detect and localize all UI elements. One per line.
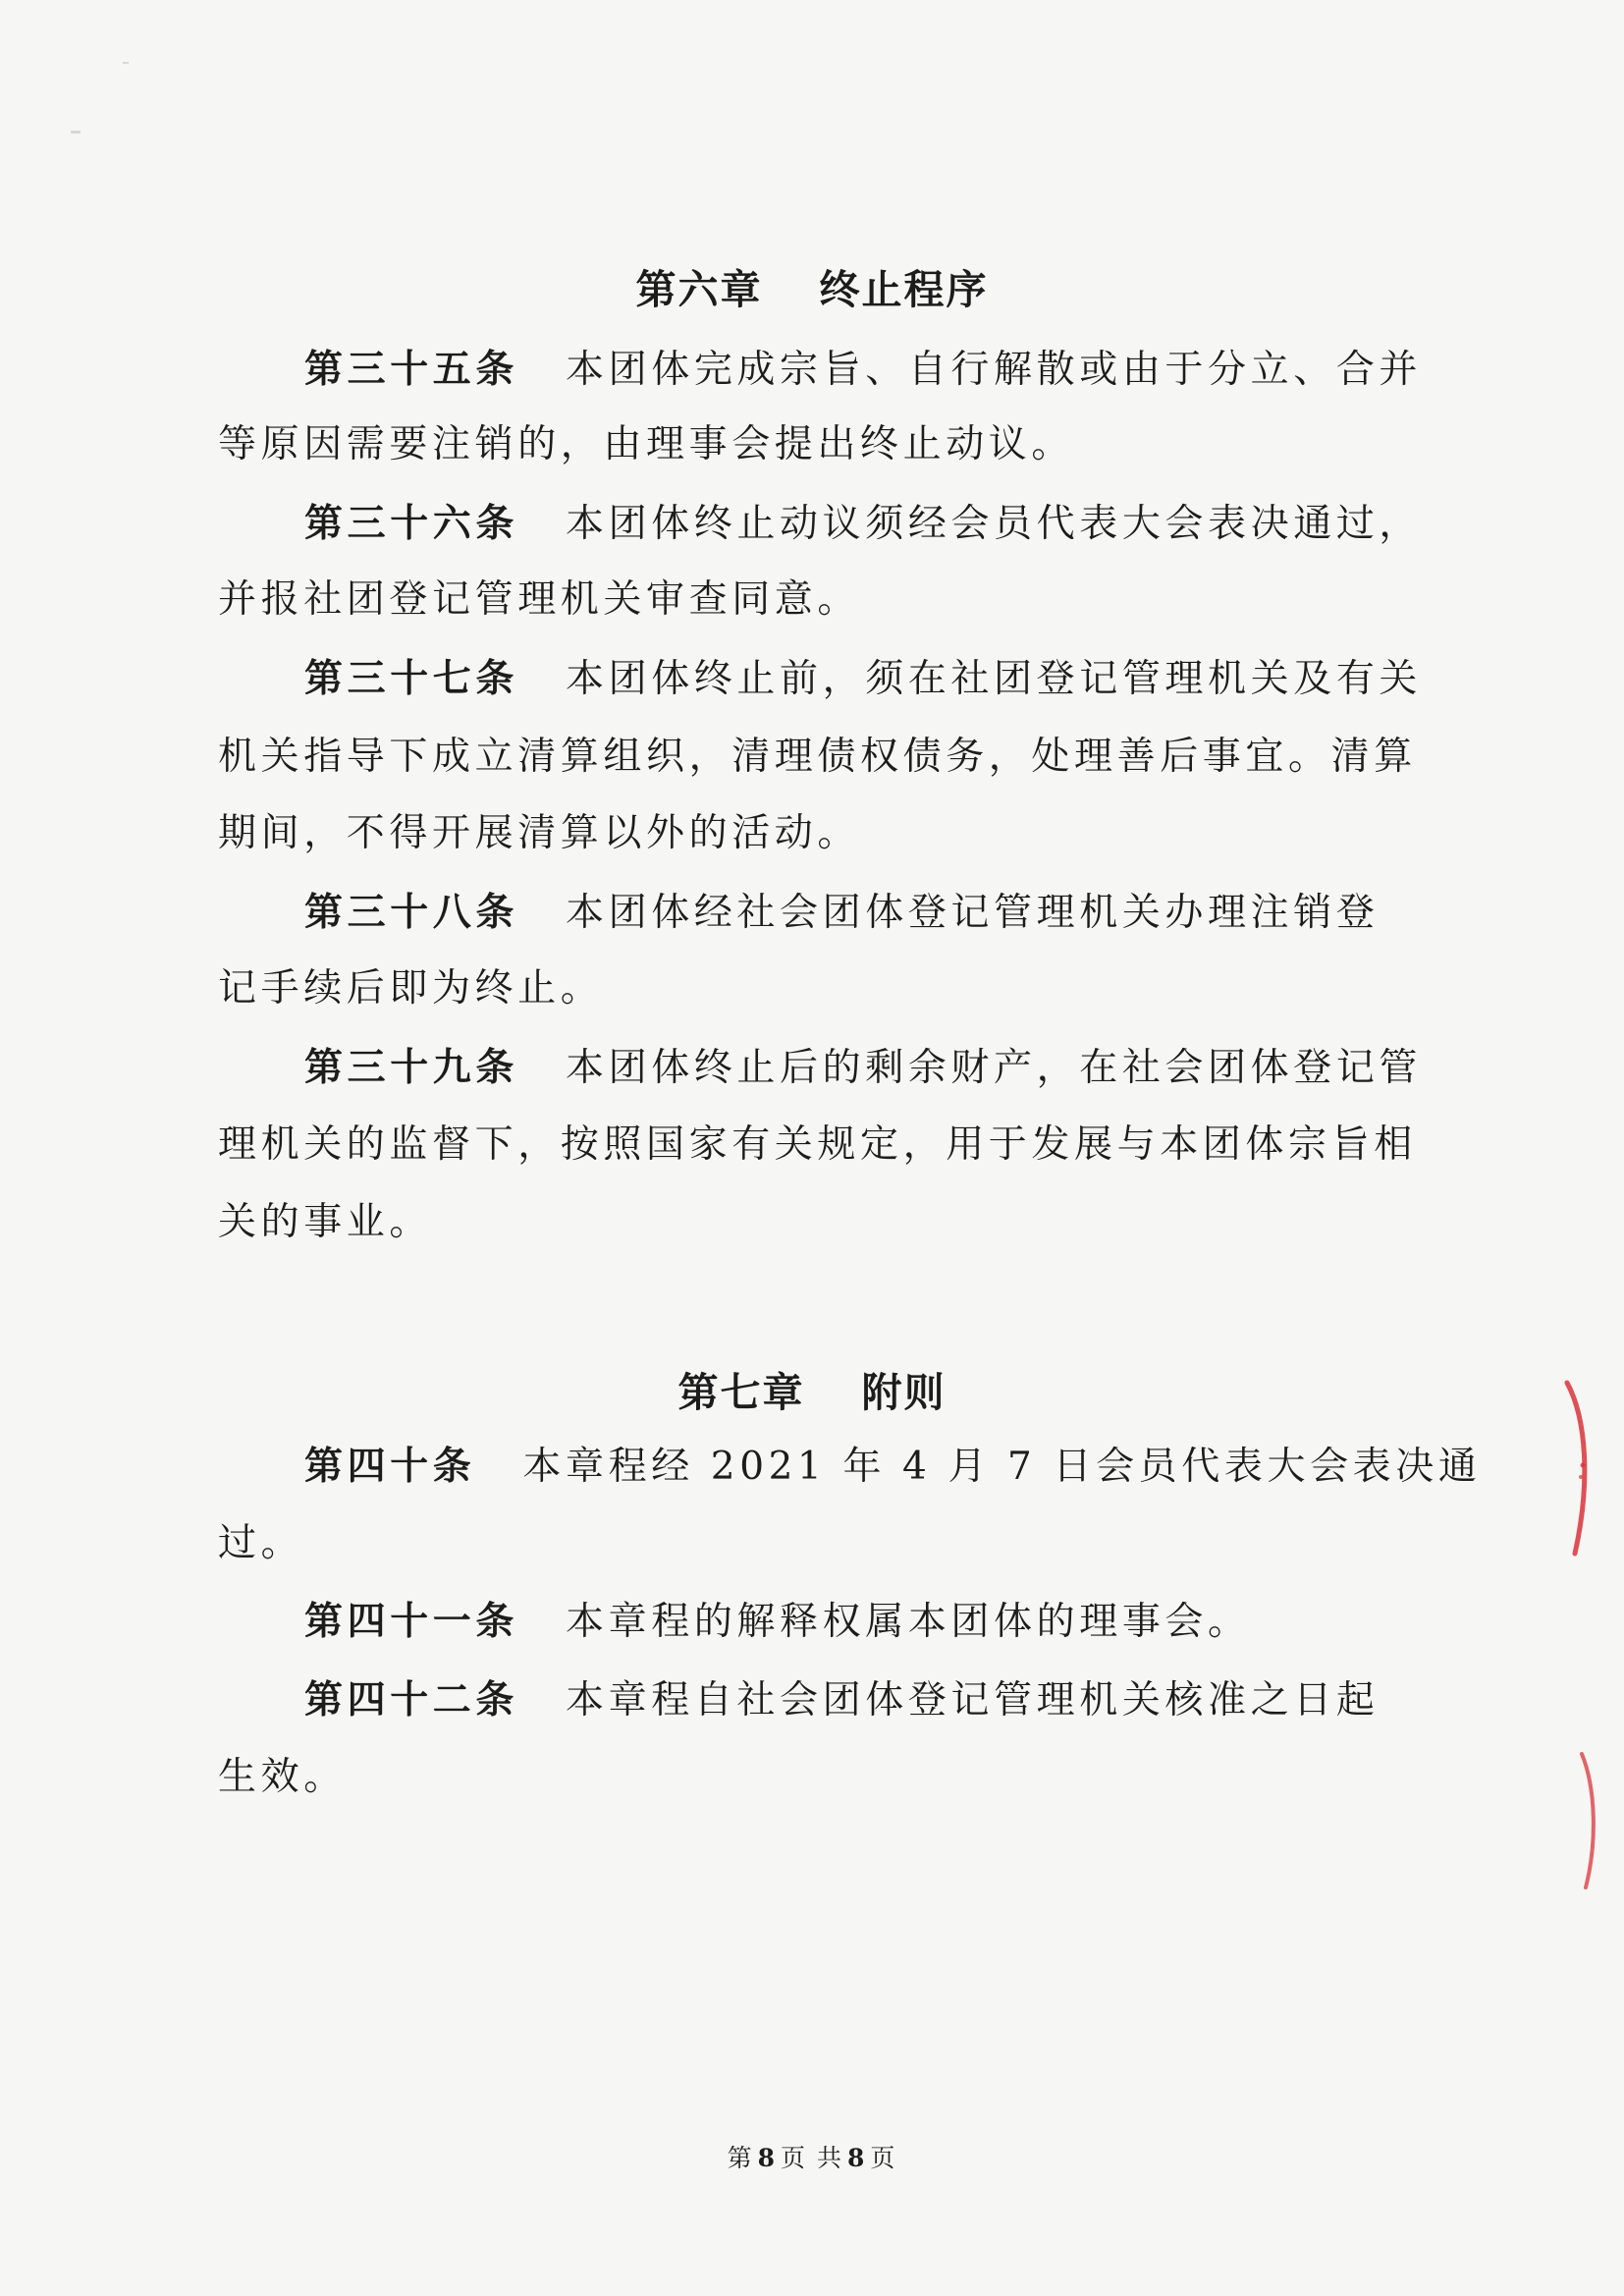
chapter-6-title: 第六章: [635, 266, 763, 313]
article-36-text: 本团体终止动议须经会员代表大会表决通过，: [566, 502, 1423, 546]
footer-total-pages: 8: [846, 2144, 867, 2172]
scan-speck: [71, 131, 81, 134]
page-footer: [0, 2139, 1624, 2174]
chapter-6-subtitle: 终止程序: [819, 266, 989, 313]
article-42-line-2: 生效。: [218, 1755, 347, 1799]
footer-current-page: 8: [757, 2144, 778, 2172]
article-42-text: 本章程自社会团体登记管理机关核准之日起: [566, 1678, 1380, 1722]
article-41-text: 本章程的解释权属本团体的理事会。: [566, 1600, 1251, 1644]
article-35-line-1: [304, 347, 1422, 394]
seal-fragment-upper: [1561, 1375, 1600, 1561]
footer-middle: 页 共: [781, 2144, 843, 2172]
article-39-line-2: 理机关的监督下，按照国家有关规定，用于发展与本团体宗旨相: [218, 1122, 1417, 1167]
article-40-text: 本章程经 2021 年 4 月 7 日会员代表大会表决通: [522, 1445, 1482, 1489]
chapter-7-subtitle: 附则: [861, 1369, 947, 1416]
article-40-line-1: [304, 1444, 1481, 1491]
scan-speck: [123, 62, 129, 64]
article-35-text: 本团体完成宗旨、自行解散或由于分立、合并: [566, 348, 1423, 392]
chapter-6-heading: [0, 257, 1624, 315]
chapter-7-heading: [0, 1360, 1624, 1418]
article-41-label: 第四十一条: [304, 1599, 519, 1644]
article-37-line-3: 期间，不得开展清算以外的活动。: [218, 811, 861, 855]
article-39-text: 本团体终止后的剩余财产，在社会团体登记管: [566, 1046, 1423, 1090]
article-39-label: 第三十九条: [304, 1045, 519, 1090]
article-37-label: 第三十七条: [304, 656, 519, 701]
article-38-line-1: [304, 890, 1379, 937]
article-41-line-1: [304, 1599, 1251, 1646]
article-38-label: 第三十八条: [304, 890, 519, 935]
article-38-line-2: 记手续后即为终止。: [218, 966, 604, 1011]
article-37-text: 本团体终止前，须在社团登记管理机关及有关: [566, 657, 1423, 701]
article-37-line-2: 机关指导下成立清算组织，清理债权债务，处理善后事宜。清算: [218, 735, 1417, 779]
article-42-label: 第四十二条: [304, 1677, 519, 1722]
article-36-label: 第三十六条: [304, 501, 519, 546]
article-36-line-2: 并报社团登记管理机关审查同意。: [218, 577, 861, 622]
chapter-7-title: 第七章: [677, 1369, 805, 1416]
article-40-label: 第四十条: [304, 1444, 476, 1489]
article-39-line-1: [304, 1045, 1422, 1092]
footer-suffix: 页: [870, 2144, 897, 2172]
article-42-line-1: [304, 1677, 1379, 1724]
seal-fragment-lower: [1576, 1748, 1605, 1895]
article-36-line-1: [304, 501, 1422, 548]
article-35-line-2: 等原因需要注销的，由理事会提出终止动议。: [218, 422, 1075, 466]
article-40-line-2: 过。: [218, 1521, 304, 1565]
footer-prefix: 第: [727, 2144, 754, 2172]
article-37-line-1: [304, 656, 1422, 703]
article-38-text: 本团体经社会团体登记管理机关办理注销登: [566, 891, 1380, 935]
article-35-label: 第三十五条: [304, 347, 519, 392]
article-39-line-3: 关的事业。: [218, 1200, 433, 1244]
